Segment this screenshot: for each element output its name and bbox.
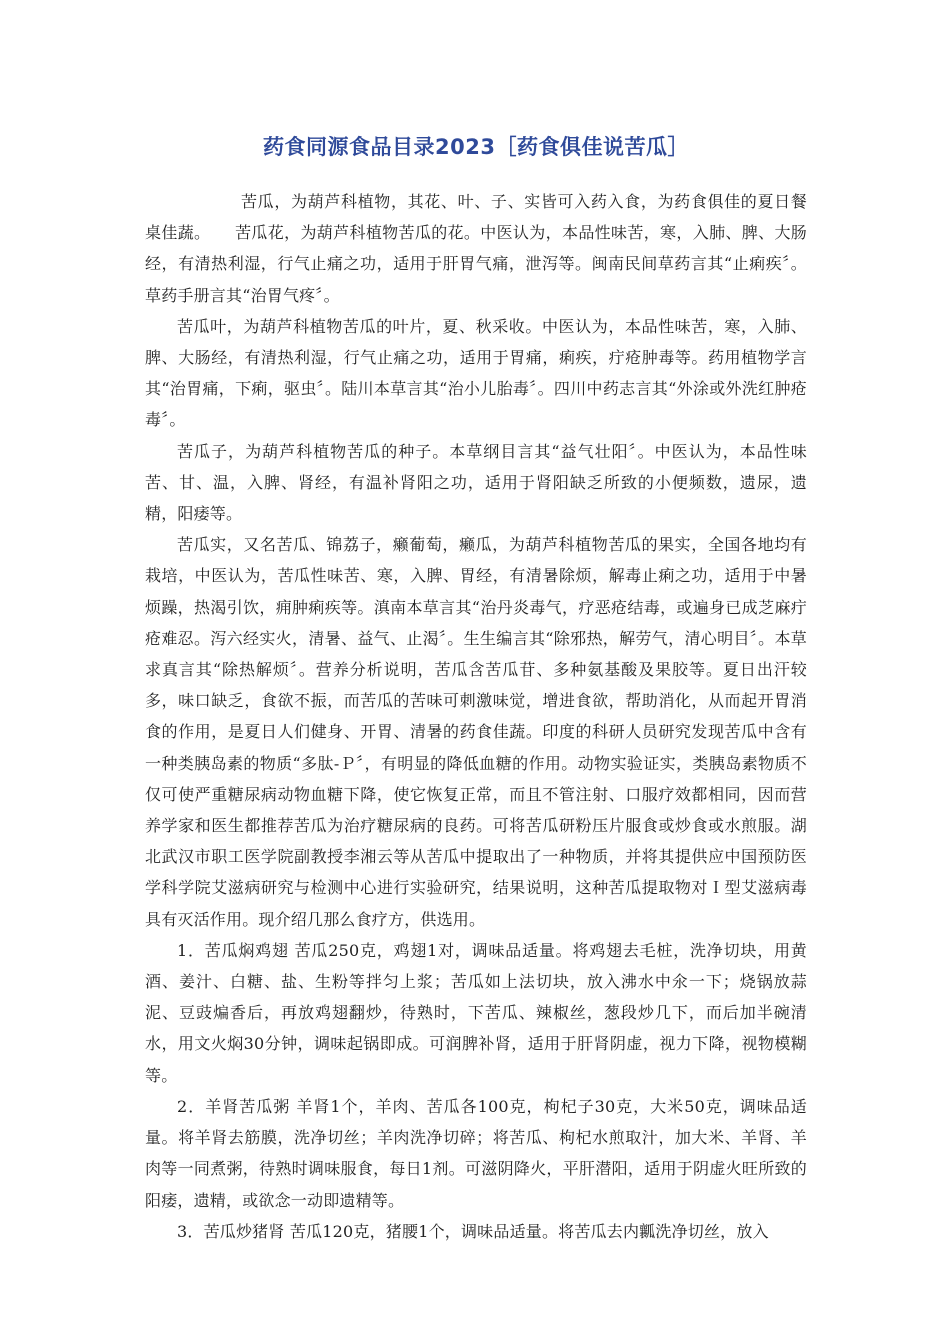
recipe-2: 2．羊肾苦瓜粥 羊肾1个，羊肉、苦瓜各100克，枸杞子30克，大米50克，调味品适量。将羊肾去筋膜，洗净切丝；羊肉洗净切碎；将苦瓜、枸杞水煎取汁，加大米、羊肾、羊肉等一同煮粥，待熟时调味服食，每日1剂。可滋阴降火，平肝潜阳，适用于阴虚火旺所致的阳痿，遗精，或欲念一动即遗精等。 xyxy=(145,1096,807,1210)
paragraph-seed: 苦瓜子，为葫芦科植物苦瓜的种子。本草纲目言其“益气壮阳〞。中医认为，本品性味苦、甘、温，入脾、肾经，有温补肾阳之功，适用于肾阳缺乏所致的小便频数，遗尿，遗精，阳痿等。 xyxy=(145,441,807,524)
document-page xyxy=(145,130,807,1247)
paragraph-intro-flower: 苦瓜，为葫芦科植物，其花、叶、子、实皆可入药入食，为药食俱佳的夏日餐桌佳蔬。 苦瓜花，为葫芦科植物苦瓜的花。中医认为，本品性味苦，寒，入肺、脾、大肠经，有清热利湿，行气止痛之功，适用于肝胃气痛，泄泻等。闽南民间草药言其“止痢疾〞。草药手册言其“治胃气疼〞。 xyxy=(145,192,807,305)
paragraph-leaf: 苦瓜叶，为葫芦科植物苦瓜的叶片，夏、秋采收。中医认为，本品性味苦，寒，入肺、脾、大肠经，有清热利湿，行气止痛之功，适用于胃痛，痢疾，疔疮肿毒等。药用植物学言其“治胃痛，下痢，驱虫〞。陆川本草言其“治小儿胎毒〞。四川中药志言其“外涂或外洗红肿疮毒〞。 xyxy=(145,316,807,430)
recipe-3: 3．苦瓜炒猪肾 苦瓜120克，猪腰1个，调味品适量。将苦瓜去内瓤洗净切丝，放入 xyxy=(177,1221,769,1241)
document-title: 药食同源食品目录2023［药食俱佳说苦瓜］ xyxy=(263,135,689,159)
paragraph-fruit: 苦瓜实，又名苦瓜、锦荔子，癞葡萄，癞瓜，为葫芦科植物苦瓜的果实，全国各地均有栽培，中医认为，苦瓜性味苦、寒，入脾、胃经，有清暑除烦，解毒止痢之功，适用于中暑烦躁，热渴引饮，痈肿痢疾等。滇南本草言其“治丹炎毒气，疗恶疮结毒，或遍身已成芝麻疔疮难忍。泻六经实火，清暑、益气、止渴〞。生生编言其“除邪热，解劳气，清心明目〞。本草求真言其“除热解烦〞。营养分析说明，苦瓜含苦瓜苷、多种氨基酸及果胶等。夏日出汗较多，味口缺乏，食欲不振，而苦瓜的苦味可刺激味觉，增进食欲，帮助消化，从而起开胃消食的作用，是夏日人们健身、开胃、清暑的药食佳蔬。印度的科研人员研究发现苦瓜中含有一种类胰岛素的物质“多肽-Ｐ〞，有明显的降低血糖的作用。动物实验证实，类胰岛素物质不仅可使严重糖尿病动物血糖下降，使它恢复正常，而且不管注射、口服疗效都相同，因而营养学家和医生都推荐苦瓜为治疗糖尿病的良药。可将苦瓜研粉压片服食或炒食或水煎服。湖北武汉市职工医学院副教授李湘云等从苦瓜中提取出了一种物质，并将其提供应中国预防医学科学院艾滋病研究与检测中心进行实验研究，结果说明，这种苦瓜提取物对Ｉ型艾滋病毒具有灭活作用。现介绍几那么食疗方，供选用。 xyxy=(145,535,807,929)
recipe-1: 1．苦瓜焖鸡翅 苦瓜250克，鸡翅1对，调味品适量。将鸡翅去毛桩，洗净切块，用黄酒、姜汁、白糖、盐、生粉等拌匀上浆；苦瓜如上法切块，放入沸水中氽一下；烧锅放蒜泥、豆豉煸香后，再放鸡翅翻炒，待熟时，下苦瓜、辣椒丝，葱段炒几下，而后加半碗清水，用文火焖30分钟，调味起锅即成。可润脾补肾，适用于肝肾阴虚，视力下降，视物模糊等。 xyxy=(145,940,807,1085)
